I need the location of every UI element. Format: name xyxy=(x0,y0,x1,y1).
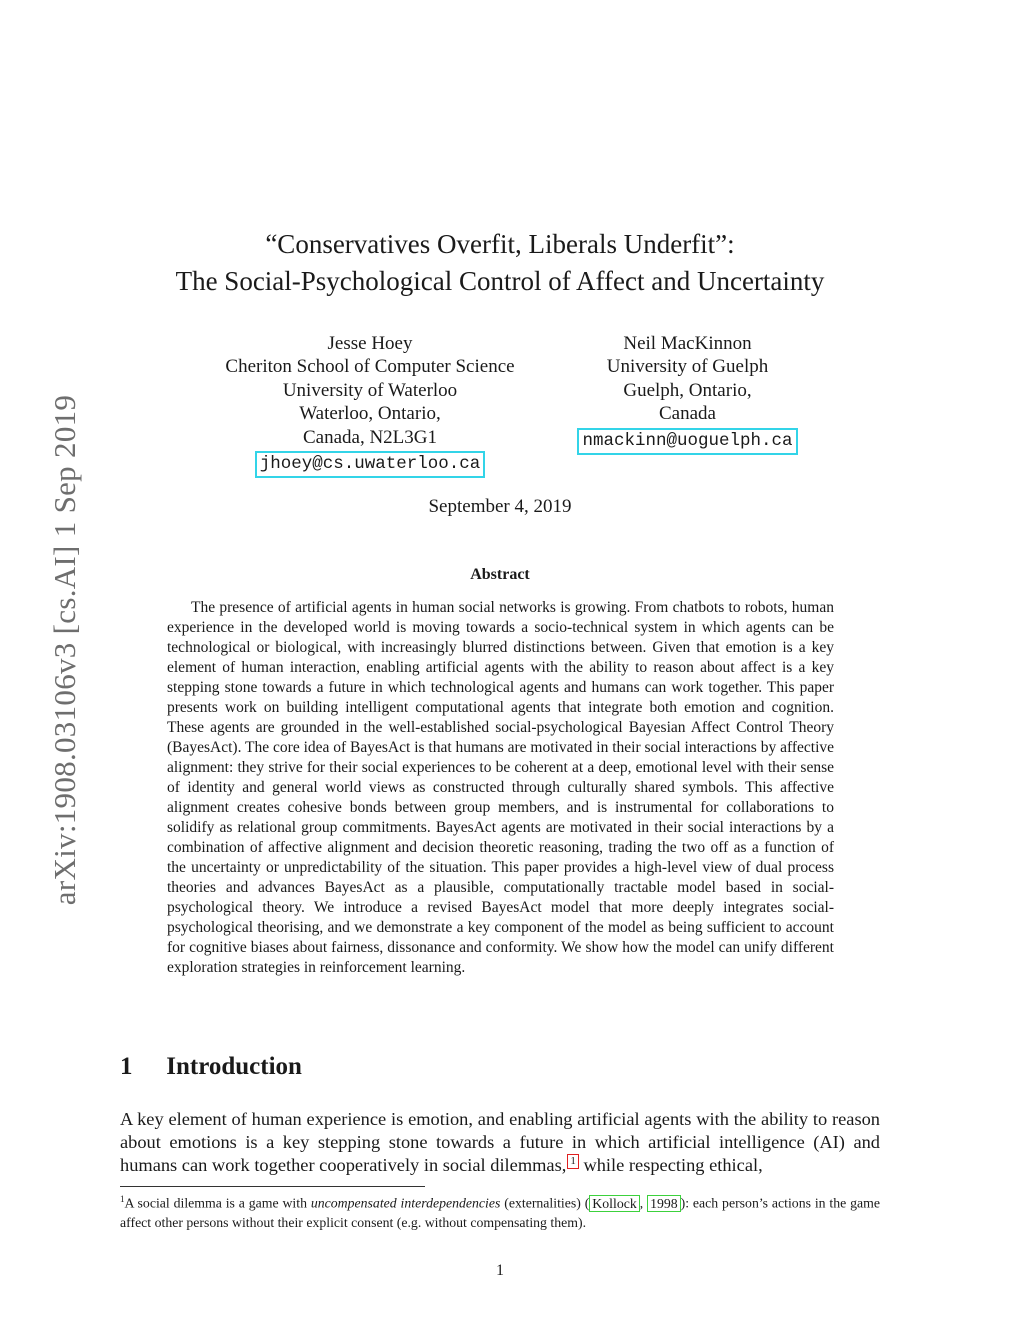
footnote-number: 1 xyxy=(120,1194,125,1204)
footnote-divider xyxy=(120,1186,425,1187)
paper-date: September 4, 2019 xyxy=(428,496,572,517)
citation-year-link[interactable]: 1998 xyxy=(647,1195,681,1212)
author-email-link[interactable]: jhoey@cs.uwaterloo.ca xyxy=(255,451,486,478)
intro-text-continued: while respecting ethical, xyxy=(578,1155,763,1175)
footnote xyxy=(120,1190,880,1232)
title-line-2: The Social-Psychological Control of Affect and Uncertainty xyxy=(175,266,825,296)
author-affiliation-line: University of Guelph xyxy=(606,356,769,378)
footnote-text: A social dilemma is a game with xyxy=(124,1195,311,1211)
author-name: Jesse Hoey xyxy=(327,333,413,354)
footnote-italic-text: uncompensated interdependencies xyxy=(310,1195,501,1211)
author-block-2 xyxy=(570,332,805,455)
footnote-text: ): each person’s actions in the game affect other persons without their explicit consent (e.g. without compensating them). xyxy=(120,1195,880,1230)
citation-author-link[interactable]: Kollock xyxy=(589,1195,639,1212)
author-affiliation-line: Guelph, Ontario, xyxy=(623,379,752,401)
intro-paragraph xyxy=(120,1108,880,1177)
author-affiliation-line: Cheriton School of Computer Science xyxy=(225,356,515,378)
author-name: Neil MacKinnon xyxy=(623,333,752,354)
paper-title xyxy=(130,226,870,300)
intro-text: A key element of human experience is emotion, and enabling artificial agents with the ability to reason about emotions is a key stepping stone towards a future in which artificial intelligence (AI) and humans can work together cooperatively in social dilemmas, xyxy=(120,1109,880,1175)
abstract-heading: Abstract xyxy=(470,566,530,583)
title-line-1: “Conservatives Overfit, Liberals Underfit”: xyxy=(265,229,735,259)
section-heading xyxy=(120,1053,302,1081)
citation-separator: , xyxy=(639,1195,648,1211)
author-affiliation-line: Waterloo, Ontario, xyxy=(299,403,441,425)
author-affiliation-line: University of Waterloo xyxy=(282,379,458,401)
author-affiliation-line: Canada, N2L3G1 xyxy=(302,426,438,448)
footnote-text: (externalities) ( xyxy=(500,1195,590,1211)
page-number: 1 xyxy=(496,1262,504,1279)
footnote-link[interactable]: 1 xyxy=(567,1154,579,1169)
section-title: Introduction xyxy=(166,1053,302,1080)
author-affiliation-line: Canada xyxy=(659,403,716,425)
author-email-link[interactable]: nmackinn@uoguelph.ca xyxy=(577,428,797,455)
arxiv-identifier[interactable]: arXiv:1908.03106v3 [cs.AI] 1 Sep 2019 xyxy=(47,394,82,906)
author-block-1 xyxy=(200,332,540,478)
section-number: 1 xyxy=(120,1053,133,1080)
abstract-text: The presence of artificial agents in human social networks is growing. From chatbots to robots, human experience in the developed world is moving towards a socio-technical system in which agents can be technological or biological, with increasingly blurred distinctions between. Given that emotion is a key element of human interaction, enabling artificial agents with the ability to reason about affect is a key stepping stone towards a future in which technological agents and humans can work together. This paper presents work on building intelligent computational agents that integrate both emotion and cognition. These agents are grounded in the well-established social-psychological Bayesian Affect Control Theory (BayesAct). The core idea of BayesAct is that humans are motivated in their social interactions by affective alignment: they strive for their social experiences to be coherent at a deep, emotional level with their sense of identity and general world views as constructed through culturally shared symbols. This affective alignment creates cohesive bonds between group members, and is instrumental for collaborations to solidify as relational group commitments. BayesAct agents are motivated in their social interactions by a combination of affective alignment and decision theoretic reasoning, trading the two off as a function of the uncertainty or unpredictability of the situation. This paper provides a high-level view of dual process theories and advances BayesAct as a plausible, computationally tractable model based in social-psychological theory. We introduce a revised BayesAct model that more deeply integrates social-psychological theorising, and we demonstrate a key component of the model as being sufficient to account for cognitive biases about fairness, dissonance and conformity. We show how the model can unify different exploration strategies in reinforcement learning. xyxy=(167,599,834,976)
